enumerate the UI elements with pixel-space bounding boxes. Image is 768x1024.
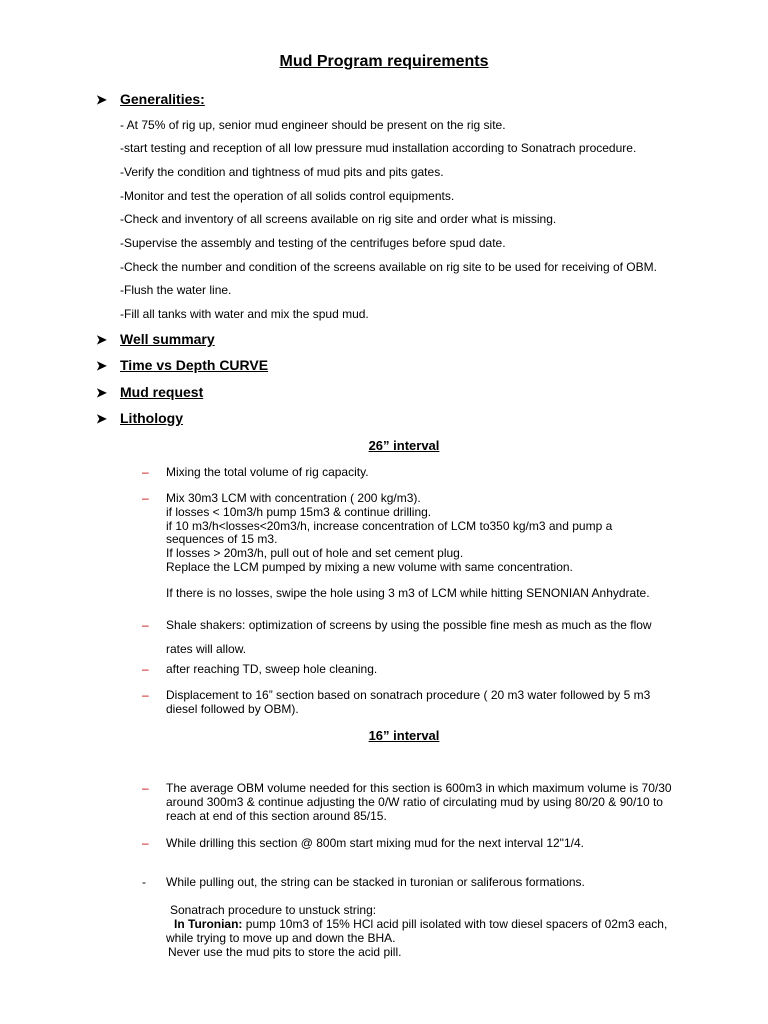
dash-bullet: – [142, 465, 149, 479]
generalities-line: -Supervise the assembly and testing of the centrifuges before spud date. [120, 236, 506, 250]
section-mud-request: ➤ Mud request [96, 384, 204, 400]
section-lithology: ➤ Lithology [96, 410, 183, 426]
generalities-line: -Flush the water line. [120, 283, 232, 297]
generalities-line: -Monitor and test the operation of all solids control equipments. [120, 189, 455, 203]
interval-26-heading: 26” interval [368, 438, 440, 453]
generalities-line: -Check and inventory of all screens available on rig site and order what is missing. [120, 212, 557, 226]
arrow-bullet-icon: ➤ [96, 385, 107, 400]
arrow-bullet-icon: ➤ [96, 92, 107, 107]
generalities-line: - At 75% of rig up, senior mud engineer should be present on the rig site. [120, 118, 506, 132]
arrow-bullet-icon: ➤ [96, 358, 107, 373]
arrow-bullet-icon: ➤ [96, 411, 107, 426]
generalities-line: -Verify the condition and tightness of mud pits and pits gates. [120, 165, 444, 179]
section-well-summary: ➤ Well summary [96, 331, 215, 347]
generalities-line: -start testing and reception of all low pressure mud installation according to Sonatrach procedure. [120, 141, 637, 155]
dash-bullet: – [142, 781, 149, 795]
dash-bullet: – [142, 688, 149, 702]
dash-bullet: – [142, 618, 149, 632]
procedure-intro: Sonatrach procedure to unstuck string: [170, 903, 377, 917]
generalities-heading: ➤ Generalities: [96, 91, 205, 107]
section-time-vs-depth: ➤ Time vs Depth CURVE [96, 357, 269, 373]
procedure-turonian: In Turonian: pump 10m3 of 15% HCl acid pill isolated with tow diesel spacers of 02m3 each, [174, 917, 668, 931]
dash-bullet: – [142, 662, 149, 676]
procedure-line: Never use the mud pits to store the acid pill. [168, 945, 402, 959]
interval-16-heading: 16” interval [368, 728, 440, 743]
dash-bullet: – [142, 836, 149, 850]
generalities-line: -Check the number and condition of the screens available on rig site to be used for receiving of OBM. [120, 260, 657, 274]
dash-bullet: – [142, 491, 149, 505]
arrow-bullet-icon: ➤ [96, 332, 107, 347]
turonian-label: In Turonian: [174, 917, 243, 931]
procedure-line: while trying to move up and down the BHA. [166, 931, 396, 945]
generalities-line: -Fill all tanks with water and mix the spud mud. [120, 307, 369, 321]
page-title: Mud Program requirements [279, 53, 489, 70]
dash-bullet: - [142, 875, 146, 889]
